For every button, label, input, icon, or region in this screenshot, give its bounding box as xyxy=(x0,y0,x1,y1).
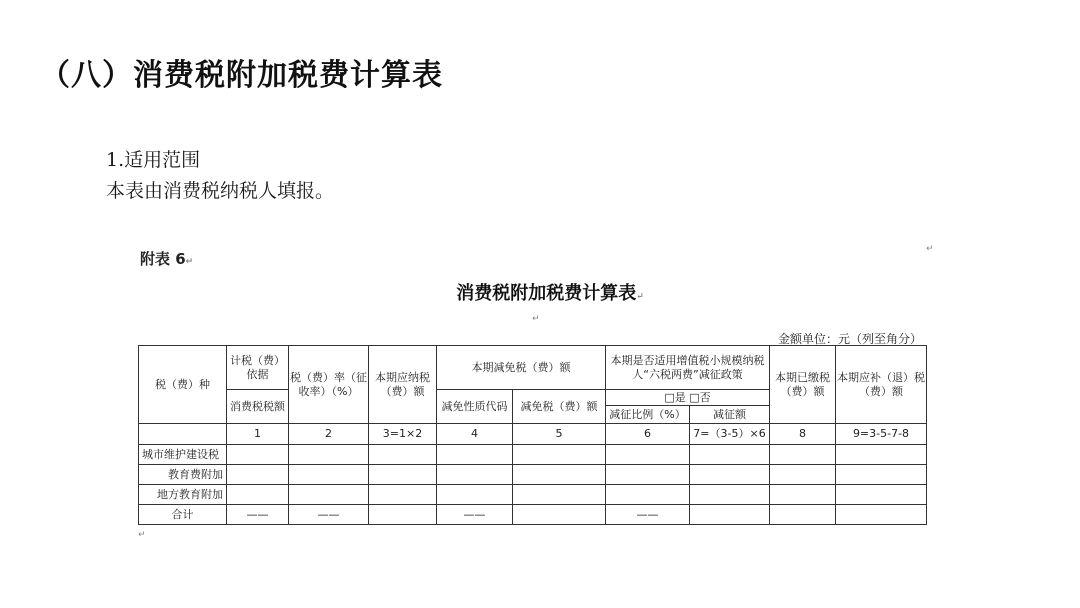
column-number: 5 xyxy=(513,424,606,445)
table-cell xyxy=(227,485,289,505)
header-relief: 本期减免税（费）额 xyxy=(437,346,606,390)
column-number: 3=1×2 xyxy=(369,424,437,445)
table-cell xyxy=(770,445,836,465)
table-cell xyxy=(369,445,437,465)
column-number: 1 xyxy=(227,424,289,445)
table-row xyxy=(139,445,927,465)
header-small-scale-policy: 本期是否适用增值税小规模纳税人“六税两费”减征政策 xyxy=(606,346,770,390)
tax-calculation-table xyxy=(138,345,927,525)
table-cell: —— xyxy=(289,505,369,525)
header-yes-no-choice: □是 □否 xyxy=(606,390,770,406)
section-body: 本表由消费税纳税人填报。 xyxy=(106,180,335,202)
table-cell: —— xyxy=(437,505,513,525)
table-cell xyxy=(606,445,690,465)
column-number-blank xyxy=(139,424,227,445)
table-cell xyxy=(836,465,927,485)
table-cell xyxy=(437,465,513,485)
table-cell: —— xyxy=(227,505,289,525)
header-rate: 税（费）率（征收率）（%） xyxy=(289,346,369,424)
appendix-label: 附表 6↵ xyxy=(140,250,194,268)
header-reduction-amount: 减征额 xyxy=(690,406,770,424)
table-cell: —— xyxy=(606,505,690,525)
paragraph-mark: ↵ xyxy=(926,244,934,254)
header-tax-type: 税（费）种 xyxy=(139,346,227,424)
row-label: 城市维护建设税 xyxy=(139,445,227,465)
section-heading: 1.适用范围 xyxy=(106,149,201,171)
slide-title: （八）消费税附加税费计算表 xyxy=(40,58,443,93)
header-basis-consumption-tax: 消费税税额 xyxy=(227,390,289,424)
header-relief-amount: 减免税（费）额 xyxy=(513,390,606,424)
table-cell xyxy=(289,445,369,465)
column-number: 7=（3-5）×6 xyxy=(690,424,770,445)
table-cell xyxy=(690,505,770,525)
table-cell xyxy=(513,485,606,505)
table-cell xyxy=(369,465,437,485)
column-number: 2 xyxy=(289,424,369,445)
table-cell xyxy=(437,445,513,465)
table-cell xyxy=(836,505,927,525)
table-cell xyxy=(606,465,690,485)
header-refund: 本期应补（退）税（费）额 xyxy=(836,346,927,424)
table-cell xyxy=(690,465,770,485)
table-cell xyxy=(513,445,606,465)
header-reduction-ratio: 减征比例（%） xyxy=(606,406,690,424)
table-cell xyxy=(836,445,927,465)
row-label: 合计 xyxy=(139,505,227,525)
table-cell xyxy=(369,505,437,525)
table-cell xyxy=(770,485,836,505)
header-paid: 本期已缴税（费）额 xyxy=(770,346,836,424)
paragraph-mark: ↵ xyxy=(185,257,194,267)
table-cell xyxy=(690,445,770,465)
paragraph-mark: ↵ xyxy=(138,530,146,540)
table-row xyxy=(139,485,927,505)
row-label: 地方教育附加 xyxy=(139,485,227,505)
table-cell xyxy=(227,445,289,465)
table-cell xyxy=(227,465,289,485)
table-cell xyxy=(690,485,770,505)
table-row xyxy=(139,465,927,485)
column-number: 8 xyxy=(770,424,836,445)
row-label: 教育费附加 xyxy=(139,465,227,485)
column-number: 9=3-5-7-8 xyxy=(836,424,927,445)
table-cell xyxy=(606,485,690,505)
table-cell xyxy=(770,465,836,485)
paragraph-mark: ↵ xyxy=(636,292,644,302)
column-number: 4 xyxy=(437,424,513,445)
table-cell xyxy=(513,505,606,525)
table-cell xyxy=(369,485,437,505)
header-basis: 计税（费）依据 xyxy=(227,346,289,390)
table-title: 消费税附加税费计算表↵ xyxy=(456,283,644,304)
unit-label: 金额单位：元（列至角分） xyxy=(777,332,922,346)
table-cell xyxy=(836,485,927,505)
table-cell xyxy=(513,465,606,485)
table-row xyxy=(139,505,927,525)
table-cell xyxy=(770,505,836,525)
column-number: 6 xyxy=(606,424,690,445)
header-payable: 本期应纳税（费）额 xyxy=(369,346,437,424)
table-cell xyxy=(289,485,369,505)
table-cell xyxy=(437,485,513,505)
header-relief-code: 减免性质代码 xyxy=(437,390,513,424)
paragraph-mark: ↵ xyxy=(532,314,540,324)
table-cell xyxy=(289,465,369,485)
